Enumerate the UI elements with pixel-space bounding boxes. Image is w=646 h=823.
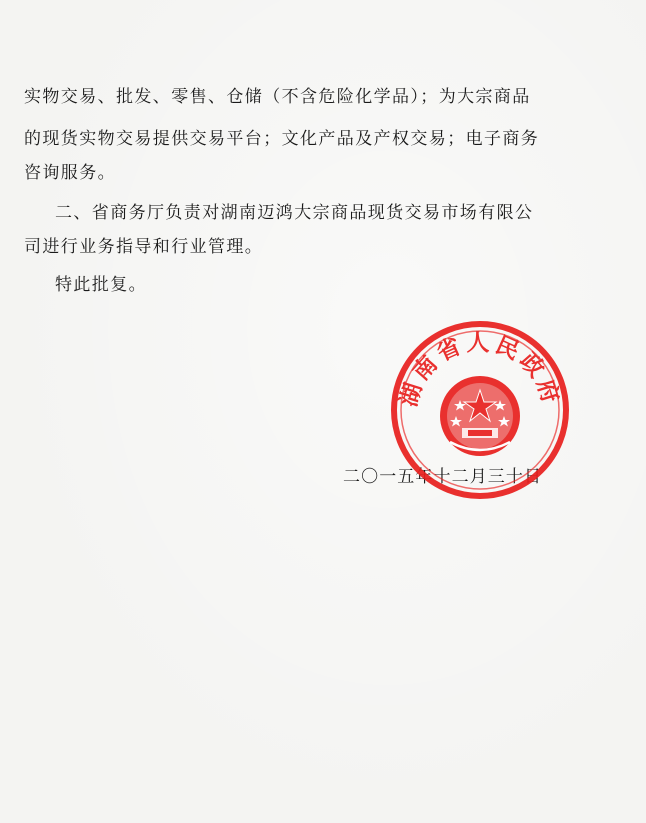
seal-text: 湖南省人民政府 [394, 329, 566, 410]
body-line-1: 实物交易、批发、零售、仓储（不含危险化学品）；为大宗商品 [24, 87, 531, 107]
official-seal [388, 318, 572, 502]
body-line-4: 二、省商务厅负责对湖南迈鸿大宗商品现货交易市场有限公 [55, 203, 534, 223]
national-emblem-icon [440, 376, 520, 456]
closing-line: 特此批复。 [55, 275, 147, 295]
body-line-5: 司进行业务指导和行业管理。 [24, 237, 264, 257]
body-line-2: 的现货实物交易提供交易平台；文化产品及产权交易；电子商务 [24, 129, 540, 149]
seal-graphic [388, 318, 572, 502]
issue-date: 二〇一五年十二月三十日 [343, 467, 543, 487]
body-line-3: 咨询服务。 [24, 163, 116, 183]
